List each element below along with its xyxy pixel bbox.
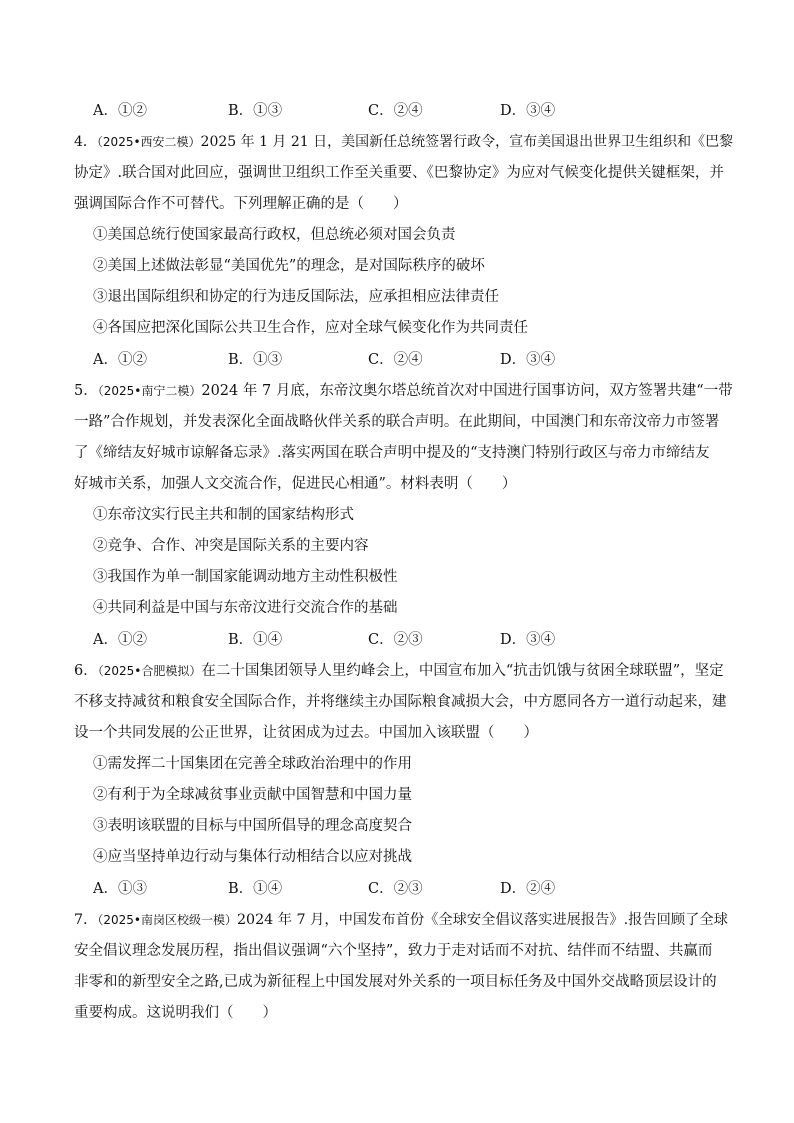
question-source: （2025•合肥模拟） — [97, 664, 202, 678]
q4-item-1: ①美国总统行使国家最高行政权，但总统必须对国会负责 — [93, 227, 456, 243]
q6-item-2: ②有利于为全球减贫事业贡献中国智慧和中国力量 — [93, 787, 412, 803]
option-b[interactable]: B．①④ — [228, 632, 283, 648]
q6-item-1: ①需发挥二十国集团在完善全球政治治理中的作用 — [93, 756, 412, 772]
stem-text: 在二十国集团领导人里约峰会上，中国宣布加入“抗击饥饿与贫困全球联盟”，坚定 — [201, 663, 724, 679]
question-source: （2025•南宁二模） — [97, 384, 202, 398]
question-source: （2025•西安二模） — [96, 135, 201, 149]
stem-text: 2024 年 7 月底，东帝汶奥尔塔总统首次对中国进行国事访问，双方签署共建“一带 — [201, 383, 733, 399]
q7-stem-line-3: 非零和的新型安全之路,已成为新征程上中国发展对外关系的一项目标任务及中国外交战略顶层设计的 — [74, 974, 717, 990]
option-c[interactable]: C．②③ — [368, 881, 423, 897]
q5-item-3: ③我国作为单一制国家能调动地方主动性积极性 — [93, 569, 398, 585]
q4-item-2: ②美国上述做法彰显“美国优先”的理念，是对国际秩序的破坏 — [93, 258, 485, 274]
q7-stem-line-4: 重要构成。这说明我们（ ） — [74, 1005, 277, 1021]
option-c[interactable]: C．②④ — [368, 103, 423, 119]
question-number: 7． — [74, 912, 98, 928]
option-d[interactable]: D．③④ — [500, 103, 556, 119]
q5-item-1: ①东帝汶实行民主共和制的国家结构形式 — [93, 507, 354, 523]
q4-stem-line-2: 协定》.联合国对此回应，强调世卫组织工作至关重要、《巴黎协定》为应对气候变化提供关键框架，并 — [74, 165, 724, 181]
q4-item-3: ③退出国际组织和协定的行为违反国际法，应承担相应法律责任 — [93, 289, 499, 305]
option-b[interactable]: B．①③ — [228, 352, 283, 368]
option-a[interactable]: A．①③ — [93, 881, 147, 897]
q4-stem-line-3: 强调国际合作不可替代。下列理解正确的是（ ） — [74, 196, 408, 212]
stem-text: 2024 年 7 月，中国发布首份《全球安全倡议落实进展报告》.报告回顾了全球 — [236, 912, 728, 928]
option-a[interactable]: A．①② — [93, 632, 147, 648]
option-a[interactable]: A．①② — [93, 352, 147, 368]
question-number: 6． — [74, 663, 98, 679]
q7-stem-line-2: 安全倡议理念发展历程，指出倡议强调“六个坚持”，致力于走对话而不对抗、结伴而不结盟、共赢而 — [74, 943, 713, 959]
option-d[interactable]: D．③④ — [500, 352, 556, 368]
q5-item-2: ②竞争、合作、冲突是国际关系的主要内容 — [93, 538, 369, 554]
option-c[interactable]: C．②③ — [368, 632, 423, 648]
question-number: 5． — [74, 383, 98, 399]
stem-text: 2025 年 1 月 21 日，美国新任总统签署行政令，宣布美国退出世界卫生组织和《巴黎 — [200, 134, 734, 150]
question-number: 4． — [74, 134, 97, 150]
q6-item-3: ③表明该联盟的目标与中国所倡导的理念高度契合 — [93, 818, 412, 834]
question-source: （2025•南岗区校级一模） — [97, 913, 237, 927]
q5-stem-line-3: 了《缔结友好城市谅解备忘录》.落实两国在联合声明中提及的“支持澳门特别行政区与帝力市缔结友 — [74, 445, 710, 461]
q5-stem-line-2: 一路”合作规划，并发表深化全面战略伙伴关系的联合声明。在此期间，中国澳门和东帝汶帝力市签署 — [74, 414, 720, 430]
option-b[interactable]: B．①③ — [228, 103, 283, 119]
q7-stem-line-1 — [74, 910, 728, 930]
q4-stem-line-1 — [74, 132, 734, 152]
option-b[interactable]: B．①④ — [228, 881, 283, 897]
q5-item-4: ④共同利益是中国与东帝汶进行交流合作的基础 — [93, 600, 398, 616]
option-a[interactable]: A．①② — [93, 103, 147, 119]
option-d[interactable]: D．③④ — [500, 632, 556, 648]
q6-stem-line-1 — [74, 661, 722, 681]
q5-stem-line-4: 好城市关系，加强人文交流合作，促进民心相通”。材料表明（ ） — [74, 476, 517, 492]
q6-stem-line-3: 设一个共同发展的公正世界，让贫困成为过去。中国加入该联盟（ ） — [74, 725, 538, 741]
q4-item-4: ④各国应把深化国际公共卫生合作，应对全球气候变化作为共同责任 — [93, 320, 528, 336]
q6-item-4: ④应当坚持单边行动与集体行动相结合以应对挑战 — [93, 849, 412, 865]
q5-stem-line-1 — [74, 381, 733, 401]
q6-stem-line-2: 不移支持减贫和粮食安全国际合作，并将继续主办国际粮食减损大会，中方愿同各方一道行动起来，建 — [74, 694, 727, 710]
option-c[interactable]: C．②④ — [368, 352, 423, 368]
option-d[interactable]: D．②④ — [500, 881, 556, 897]
